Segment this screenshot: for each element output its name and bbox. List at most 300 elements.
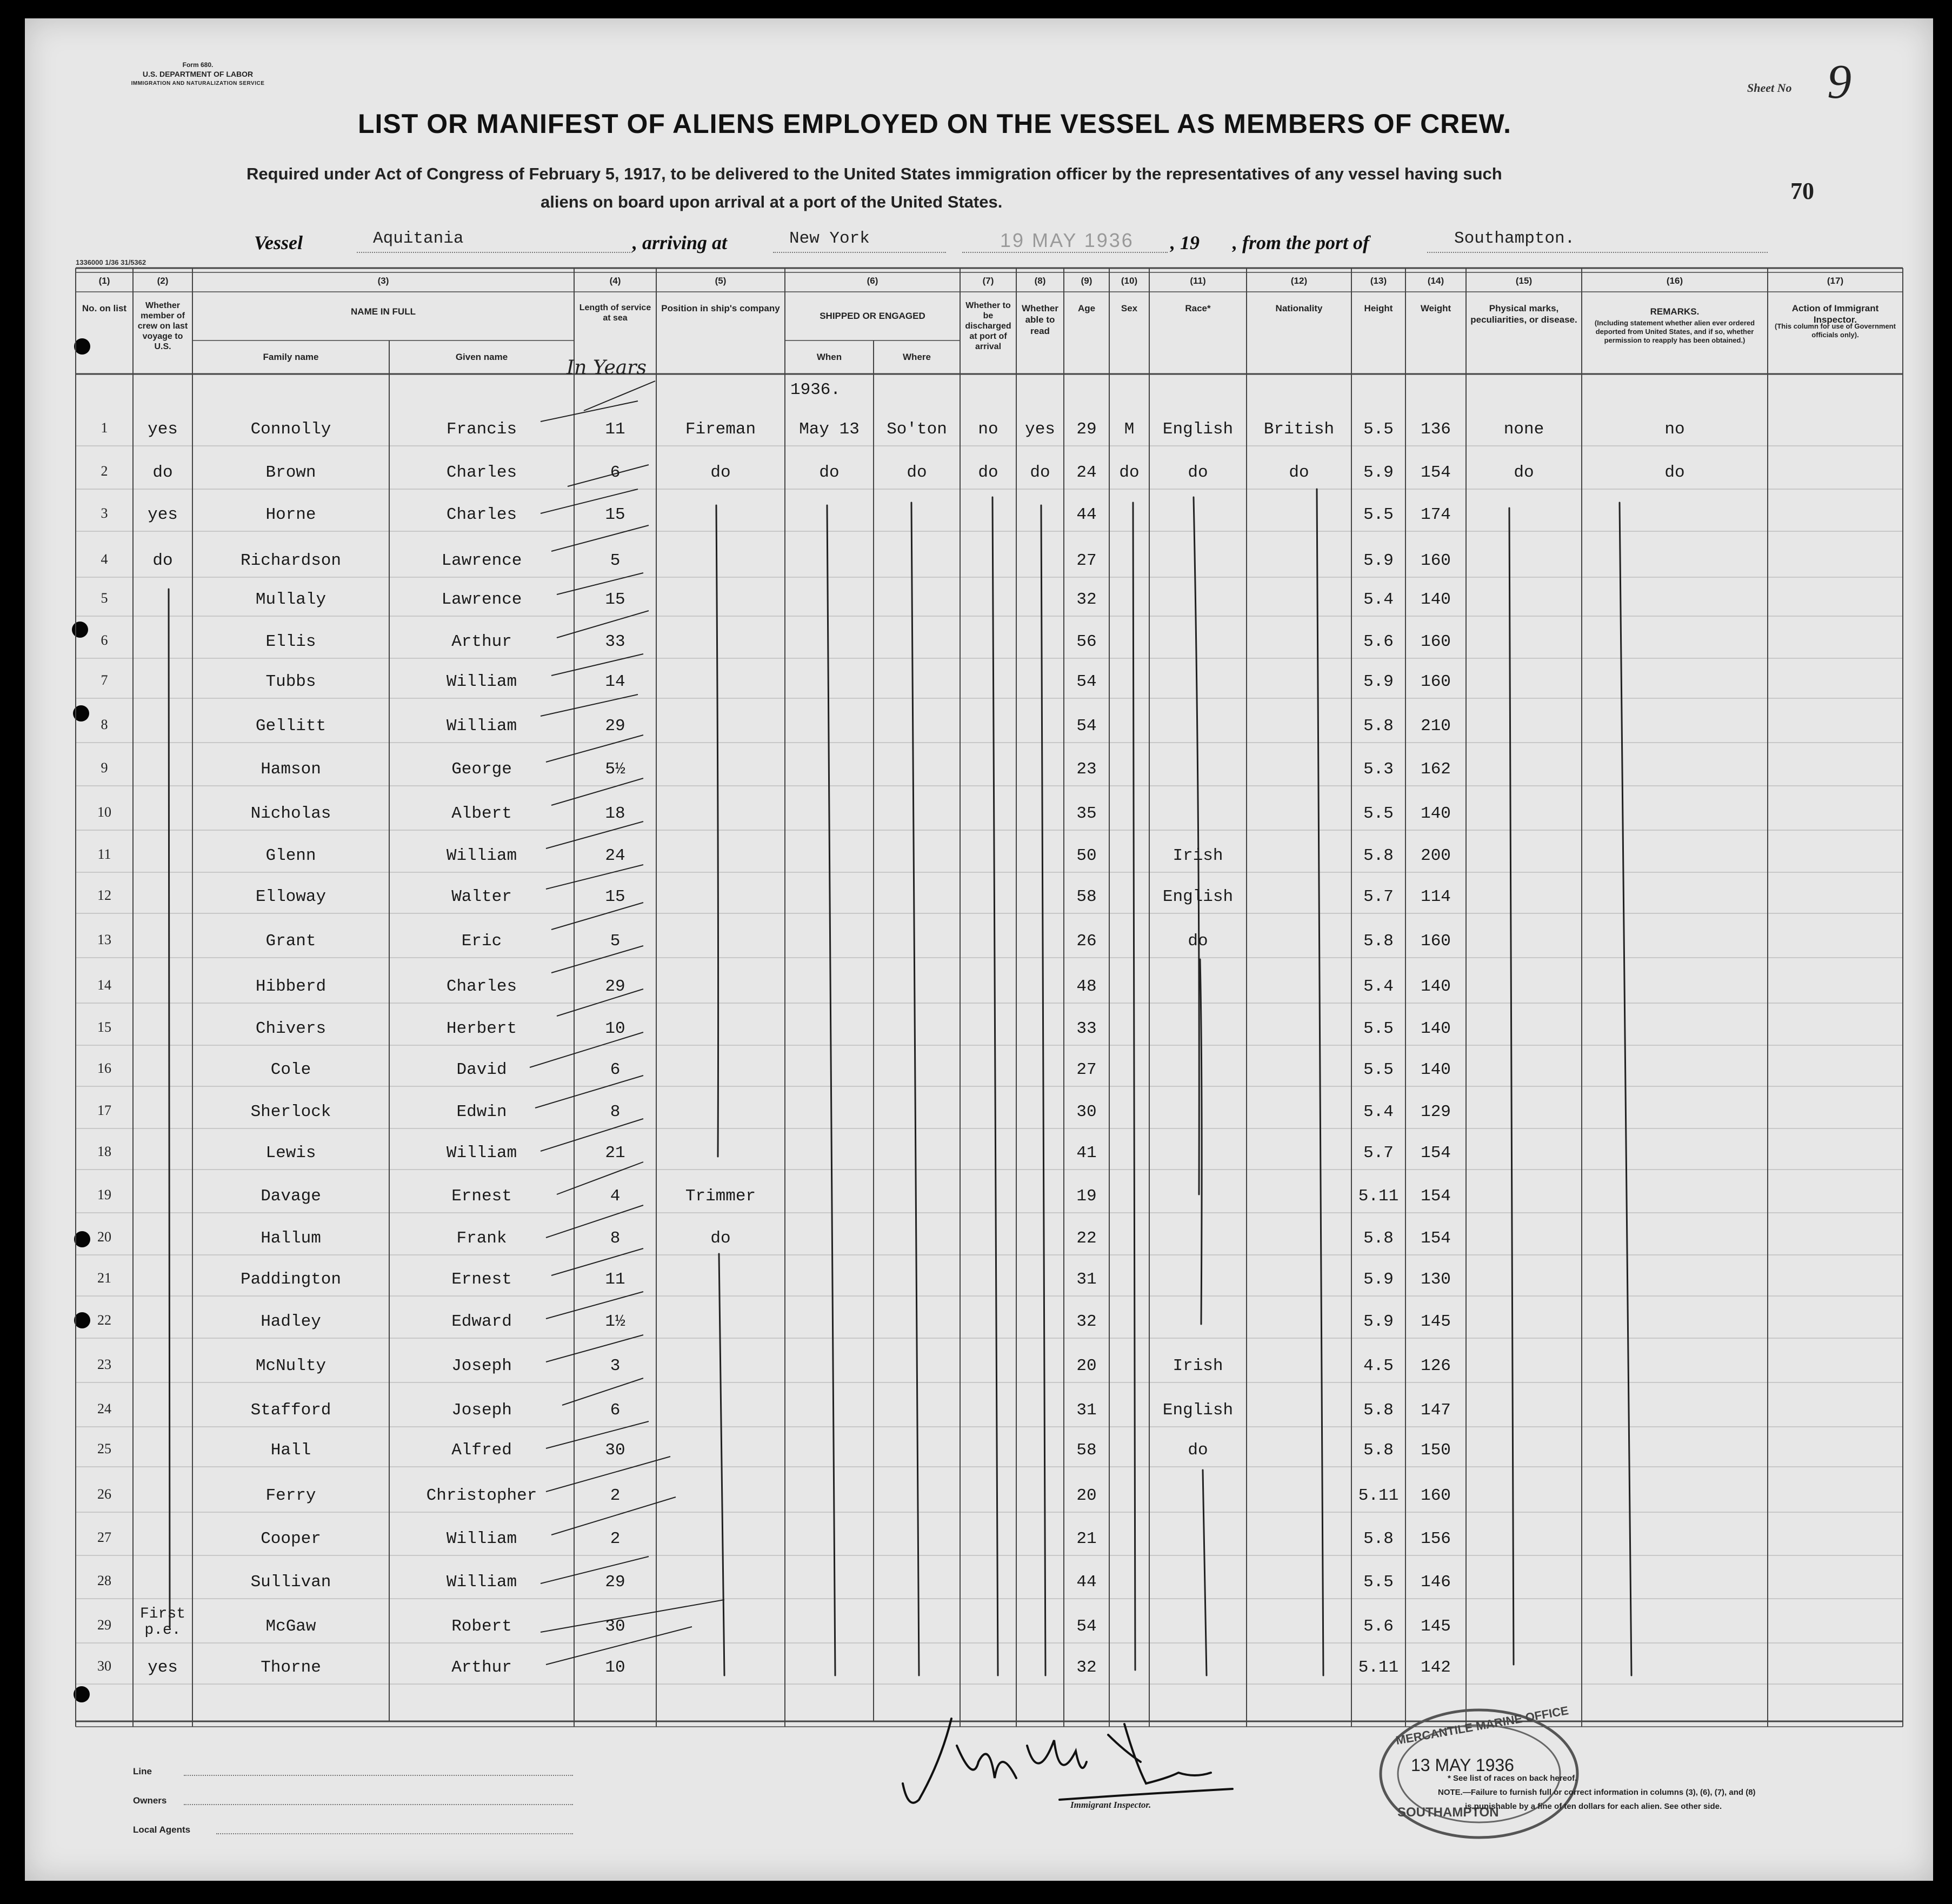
cell-no: 29: [97, 1617, 111, 1633]
cell-family: Hibberd: [255, 977, 327, 996]
cell-service: 11: [605, 420, 625, 439]
cell-race: English: [1162, 887, 1234, 906]
cell-no: 10: [97, 804, 111, 820]
column-header: Whether able to read: [1022, 303, 1058, 336]
cell-service: 30: [605, 1617, 625, 1636]
cell-age: 50: [1076, 846, 1097, 865]
cell-when: do: [819, 463, 840, 482]
cell-given: Lawrence: [441, 551, 522, 570]
cell-no: 2: [101, 463, 108, 479]
cell-weight: 210: [1421, 717, 1451, 736]
cell-given: Alfred: [451, 1441, 512, 1460]
sheet-no-value: 9: [1827, 55, 1851, 109]
cell-family: Cole: [270, 1060, 311, 1079]
cell-weight: 130: [1421, 1270, 1451, 1289]
cell-prev: do: [152, 463, 173, 482]
column-header: Whether to be discharged at port of arrival: [965, 301, 1011, 351]
cell-service: 11: [605, 1270, 625, 1289]
cell-age: 54: [1076, 1617, 1097, 1636]
cell-family: Grant: [265, 932, 316, 951]
cell-service: 33: [605, 632, 625, 651]
cell-weight: 140: [1421, 977, 1451, 996]
cell-family: Mullaly: [255, 590, 327, 609]
column-header: No. on list: [82, 303, 127, 313]
column-header: Race*: [1185, 303, 1211, 313]
cell-weight: 154: [1421, 1229, 1451, 1248]
column-subheader: Where: [903, 352, 931, 362]
cell-no: 21: [97, 1270, 111, 1286]
stamp-top-text: MERCANTILE MARINE OFFICE: [1395, 1703, 1570, 1747]
cell-given: Charles: [446, 505, 517, 524]
cell-service: 8: [610, 1103, 621, 1121]
cell-weight: 154: [1421, 1144, 1451, 1163]
cell-given: Edwin: [456, 1103, 507, 1121]
cell-height: 5.7: [1363, 887, 1394, 906]
form-number: Form 680.: [182, 61, 214, 69]
cell-remarks: no: [1664, 420, 1685, 439]
cell-age: 20: [1076, 1357, 1097, 1375]
cell-no: 7: [101, 672, 108, 688]
cell-where: do: [907, 463, 927, 482]
cell-height: 5.4: [1363, 1103, 1394, 1121]
cell-prev: First p.e.: [139, 1606, 185, 1639]
cell-family: Sullivan: [250, 1573, 331, 1592]
margin-number: 70: [1790, 178, 1814, 204]
cell-sex: M: [1124, 420, 1135, 439]
failure-note: NOTE.—Failure to furnish full or correct information in columns (3), (6), (7), and (8): [1438, 1788, 1756, 1797]
cell-age: 23: [1076, 760, 1097, 779]
races-note: * See list of races on back hereof.: [1448, 1774, 1577, 1783]
cell-service: 8: [610, 1229, 621, 1248]
cell-service: 10: [605, 1019, 625, 1038]
cell-service: 30: [605, 1441, 625, 1460]
cell-remarks: do: [1664, 463, 1685, 482]
cell-marks: do: [1514, 463, 1534, 482]
cell-no: 16: [97, 1060, 111, 1076]
cell-family: Lewis: [265, 1144, 316, 1163]
cell-family: McNulty: [255, 1357, 327, 1375]
cell-no: 30: [97, 1658, 111, 1674]
cell-service: 4: [610, 1187, 621, 1206]
column-subheader: Family name: [263, 352, 319, 362]
cell-given: Robert: [451, 1617, 512, 1636]
cell-given: George: [451, 760, 512, 779]
column-subheader: (Including statement whether alien ever ordered deported from United States, and if so, whether permission to reapply has been obtained.): [1594, 319, 1755, 344]
column-subheader: (This column for use of Government officials only).: [1775, 322, 1896, 339]
sheet-no-label: Sheet No: [1747, 81, 1792, 95]
cell-prev: yes: [148, 1658, 178, 1677]
vessel-value: Aquitania: [373, 229, 464, 248]
cell-given: Ernest: [451, 1270, 512, 1289]
column-header: Sex: [1121, 303, 1138, 313]
cell-age: 54: [1076, 672, 1097, 691]
cell-family: Nicholas: [250, 804, 331, 823]
cell-service: 15: [605, 505, 625, 524]
cell-weight: 160: [1421, 672, 1451, 691]
cell-service: 2: [610, 1529, 621, 1548]
cell-family: Brown: [265, 463, 316, 482]
cell-weight: 160: [1421, 932, 1451, 951]
cell-weight: 174: [1421, 505, 1451, 524]
cell-read: do: [1030, 463, 1050, 482]
cell-nat: do: [1289, 463, 1309, 482]
cell-age: 31: [1076, 1401, 1097, 1420]
cell-weight: 156: [1421, 1529, 1451, 1548]
cell-no: 14: [97, 977, 111, 993]
cell-weight: 162: [1421, 760, 1451, 779]
cell-no: 20: [97, 1229, 111, 1245]
cell-service: 3: [610, 1357, 621, 1375]
cell-weight: 129: [1421, 1103, 1451, 1121]
page-title: LIST OR MANIFEST OF ALIENS EMPLOYED ON THE VESSEL AS MEMBERS OF CREW.: [358, 109, 1511, 139]
cell-age: 31: [1076, 1270, 1097, 1289]
cell-height: 5.3: [1363, 760, 1394, 779]
column-number: (6): [867, 276, 878, 286]
cell-height: 5.5: [1363, 1573, 1394, 1592]
cell-height: 5.5: [1363, 804, 1394, 823]
cell-race: Irish: [1172, 1357, 1223, 1375]
cell-race: do: [1188, 1441, 1208, 1460]
cell-height: 5.8: [1363, 717, 1394, 736]
cell-position: do: [710, 463, 731, 482]
cell-age: 30: [1076, 1103, 1097, 1121]
cell-age: 48: [1076, 977, 1097, 996]
column-number: (4): [609, 276, 621, 286]
cell-given: William: [446, 717, 517, 736]
column-number: (14): [1427, 276, 1444, 286]
cell-family: Horne: [265, 505, 316, 524]
department: U.S. DEPARTMENT OF LABOR: [142, 70, 254, 78]
column-header: Age: [1077, 303, 1096, 313]
cell-no: 6: [101, 632, 108, 648]
cell-race: Irish: [1172, 846, 1223, 865]
cell-age: 26: [1076, 932, 1097, 951]
cell-no: 18: [97, 1144, 111, 1159]
cell-weight: 147: [1421, 1401, 1451, 1420]
cell-age: 27: [1076, 551, 1097, 570]
cell-service: 5½: [605, 760, 625, 779]
cell-no: 4: [101, 551, 108, 567]
arrival-date-stamp: 19 MAY 1936: [1000, 229, 1134, 251]
column-number: (15): [1515, 276, 1533, 286]
vessel-label: Vessel: [254, 232, 303, 253]
cell-no: 17: [97, 1103, 111, 1118]
cell-given: Francis: [446, 420, 517, 439]
cell-weight: 142: [1421, 1658, 1451, 1677]
cell-given: Arthur: [451, 632, 512, 651]
cell-height: 5.9: [1363, 1270, 1394, 1289]
cell-weight: 140: [1421, 1019, 1451, 1038]
cell-age: 32: [1076, 1658, 1097, 1677]
cell-family: Connolly: [250, 420, 331, 439]
cell-given: Frank: [456, 1229, 507, 1248]
cell-no: 5: [101, 590, 108, 606]
column-subheader: Given name: [455, 352, 508, 362]
cell-no: 3: [101, 505, 108, 521]
cell-service: 6: [610, 1401, 621, 1420]
cell-height: 5.5: [1363, 420, 1394, 439]
cell-given: Eric: [461, 932, 502, 951]
cell-race: English: [1162, 420, 1234, 439]
cell-given: William: [446, 672, 517, 691]
footer-line-label: Line: [133, 1766, 152, 1776]
cell-weight: 154: [1421, 463, 1451, 482]
cell-nat: British: [1263, 420, 1335, 439]
footer-owners-label: Owners: [133, 1795, 167, 1806]
column-number: (13): [1370, 276, 1387, 286]
cell-no: 11: [97, 846, 111, 862]
cell-marks: none: [1503, 420, 1544, 439]
cell-no: 19: [97, 1187, 111, 1202]
stamp-date: 13 MAY 1936: [1411, 1755, 1514, 1775]
cell-height: 5.8: [1363, 932, 1394, 951]
cell-age: 21: [1076, 1529, 1097, 1548]
cell-given: William: [446, 846, 517, 865]
cell-age: 33: [1076, 1019, 1097, 1038]
cell-age: 35: [1076, 804, 1097, 823]
cell-prev: yes: [148, 420, 178, 439]
stamp-bottom-text: SOUTHAMPTON: [1397, 1805, 1499, 1820]
print-code: 1336000 1/36 31/5362: [76, 258, 146, 266]
cell-position: Fireman: [685, 420, 756, 439]
cell-weight: 140: [1421, 804, 1451, 823]
cell-weight: 145: [1421, 1312, 1451, 1331]
cell-age: 32: [1076, 590, 1097, 609]
cell-no: 12: [97, 887, 111, 903]
column-number: (17): [1827, 276, 1844, 286]
cell-given: William: [446, 1529, 517, 1548]
column-header: Action of Immigrant Inspector.: [1791, 303, 1879, 325]
cell-age: 58: [1076, 1441, 1097, 1460]
cell-height: 5.8: [1363, 1441, 1394, 1460]
column-header: Position in ship's company: [661, 303, 780, 313]
cell-given: Christopher: [426, 1486, 537, 1505]
cell-height: 5.7: [1363, 1144, 1394, 1163]
cell-height: 5.5: [1363, 505, 1394, 524]
cell-weight: 150: [1421, 1441, 1451, 1460]
cell-weight: 145: [1421, 1617, 1451, 1636]
column-header: NAME IN FULL: [351, 306, 416, 317]
column-number: (16): [1666, 276, 1683, 286]
cell-family: Stafford: [250, 1401, 331, 1420]
service-name: IMMIGRATION AND NATURALIZATION SERVICE: [131, 81, 265, 86]
cell-no: 28: [97, 1573, 111, 1588]
cell-age: 54: [1076, 717, 1097, 736]
cell-race: English: [1162, 1401, 1234, 1420]
cell-disch: no: [978, 420, 998, 439]
cell-height: 5.9: [1363, 463, 1394, 482]
cell-given: Albert: [451, 804, 512, 823]
cell-given: David: [456, 1060, 507, 1079]
cell-no: 27: [97, 1529, 111, 1545]
cell-family: Thorne: [261, 1658, 321, 1677]
column-header: Length of service at sea: [579, 303, 651, 323]
cell-height: 5.4: [1363, 977, 1394, 996]
cell-service: 21: [605, 1144, 625, 1163]
cell-height: 5.9: [1363, 551, 1394, 570]
cell-read: yes: [1025, 420, 1055, 439]
column-number: (1): [98, 276, 110, 286]
cell-height: 5.8: [1363, 1229, 1394, 1248]
cell-service: 18: [605, 804, 625, 823]
cell-height: 5.5: [1363, 1019, 1394, 1038]
column-header: Physical marks, peculiarities, or disease.: [1470, 303, 1577, 325]
cell-service: 29: [605, 977, 625, 996]
cell-weight: 140: [1421, 1060, 1451, 1079]
cell-height: 5.8: [1363, 846, 1394, 865]
column-number: (9): [1081, 276, 1092, 286]
cell-no: 23: [97, 1357, 111, 1372]
cell-service: 5: [610, 551, 621, 570]
cell-age: 22: [1076, 1229, 1097, 1248]
cell-service: 15: [605, 887, 625, 906]
cell-height: 5.5: [1363, 1060, 1394, 1079]
column-number: (12): [1290, 276, 1308, 286]
cell-age: 44: [1076, 1573, 1097, 1592]
cell-given: Joseph: [451, 1401, 512, 1420]
cell-given: Arthur: [451, 1658, 512, 1677]
cell-weight: 140: [1421, 590, 1451, 609]
cell-no: 8: [101, 717, 108, 732]
cell-height: 5.8: [1363, 1401, 1394, 1420]
cell-no: 25: [97, 1441, 111, 1457]
cell-given: William: [446, 1573, 517, 1592]
cell-service: 6: [610, 463, 621, 482]
subtitle-line-2: aliens on board upon arrival at a port of the United States.: [541, 192, 1003, 211]
column-header: Weight: [1420, 303, 1451, 313]
cell-height: 5.6: [1363, 1617, 1394, 1636]
cell-given: William: [446, 1144, 517, 1163]
cell-position: Trimmer: [685, 1187, 756, 1206]
cell-family: Elloway: [255, 887, 327, 906]
cell-where: So'ton: [887, 420, 947, 439]
cell-age: 41: [1076, 1144, 1097, 1163]
cell-family: Cooper: [261, 1529, 321, 1548]
cell-no: 22: [97, 1312, 111, 1328]
cell-height: 5.9: [1363, 1312, 1394, 1331]
fine-note: is punishable by a fine of ten dollars for each alien. See other side.: [1465, 1802, 1722, 1811]
in-years-note: In Years: [567, 357, 647, 379]
column-number: (7): [982, 276, 994, 286]
cell-family: Hallum: [261, 1229, 321, 1248]
cell-age: 27: [1076, 1060, 1097, 1079]
cell-age: 24: [1076, 463, 1097, 482]
year-label: , 19: [1170, 232, 1200, 253]
cell-height: 4.5: [1363, 1357, 1394, 1375]
cell-no: 24: [97, 1401, 111, 1417]
cell-family: Davage: [261, 1187, 321, 1206]
cell-when: May 13: [799, 420, 860, 439]
cell-race: do: [1188, 463, 1208, 482]
cell-weight: 114: [1421, 887, 1451, 906]
column-number: (3): [377, 276, 389, 286]
cell-age: 19: [1076, 1187, 1097, 1206]
cell-weight: 160: [1421, 1486, 1451, 1505]
column-header: Height: [1364, 303, 1393, 313]
cell-no: 26: [97, 1486, 111, 1502]
cell-weight: 200: [1421, 846, 1451, 865]
cell-weight: 154: [1421, 1187, 1451, 1206]
cell-weight: 126: [1421, 1357, 1451, 1375]
cell-family: Chivers: [255, 1019, 327, 1038]
cell-family: Glenn: [265, 846, 316, 865]
cell-family: Richardson: [240, 551, 342, 570]
column-header: REMARKS.: [1650, 306, 1700, 317]
cell-height: 5.6: [1363, 632, 1394, 651]
cell-position: do: [710, 1229, 731, 1248]
cell-age: 56: [1076, 632, 1097, 651]
cell-no: 1: [101, 420, 108, 436]
cell-family: Tubbs: [265, 672, 316, 691]
cell-service: 15: [605, 590, 625, 609]
cell-age: 44: [1076, 505, 1097, 524]
cell-service: 1½: [605, 1312, 625, 1331]
column-header: Nationality: [1275, 303, 1323, 313]
cell-family: Hamson: [261, 760, 321, 779]
cell-given: Lawrence: [441, 590, 522, 609]
cell-service: 5: [610, 932, 621, 951]
cell-family: Hadley: [261, 1312, 321, 1331]
cell-prev: do: [152, 551, 173, 570]
cell-service: 29: [605, 717, 625, 736]
cell-given: Walter: [451, 887, 512, 906]
cell-height: 5.9: [1363, 672, 1394, 691]
cell-height: 5.8: [1363, 1529, 1394, 1548]
inspector-label: Immigrant Inspector.: [1070, 1800, 1151, 1810]
column-header: Whether member of crew on last voyage to U.S.: [137, 301, 188, 351]
cell-given: Joseph: [451, 1357, 512, 1375]
cell-family: McGaw: [265, 1617, 316, 1636]
cell-height: 5.11: [1358, 1486, 1399, 1505]
cell-service: 2: [610, 1486, 621, 1505]
cell-weight: 160: [1421, 632, 1451, 651]
cell-family: Hall: [270, 1441, 311, 1460]
cell-service: 10: [605, 1658, 625, 1677]
cell-race: do: [1188, 932, 1208, 951]
cell-age: 20: [1076, 1486, 1097, 1505]
cell-family: Sherlock: [250, 1103, 331, 1121]
year-1936-note: 1936.: [790, 380, 841, 399]
cell-no: 15: [97, 1019, 111, 1035]
cell-age: 32: [1076, 1312, 1097, 1331]
cell-service: 29: [605, 1573, 625, 1592]
from-port-label: , from the port of: [1233, 232, 1370, 253]
cell-given: Charles: [446, 463, 517, 482]
column-number: (2): [157, 276, 169, 286]
column-header: SHIPPED OR ENGAGED: [820, 311, 925, 321]
cell-height: 5.4: [1363, 590, 1394, 609]
cell-no: 9: [101, 760, 108, 776]
column-number: (5): [715, 276, 727, 286]
cell-prev: yes: [148, 505, 178, 524]
column-subheader: When: [816, 352, 842, 362]
cell-service: 6: [610, 1060, 621, 1079]
cell-family: Gellitt: [255, 717, 327, 736]
cell-age: 58: [1076, 887, 1097, 906]
arriving-value: New York: [789, 229, 870, 248]
cell-sex: do: [1119, 463, 1140, 482]
footer-agents-label: Local Agents: [133, 1825, 191, 1835]
column-number: (8): [1034, 276, 1046, 286]
cell-given: Charles: [446, 977, 517, 996]
cell-weight: 136: [1421, 420, 1451, 439]
cell-family: Ferry: [265, 1486, 316, 1505]
cell-service: 14: [605, 672, 625, 691]
cell-disch: do: [978, 463, 998, 482]
cell-given: Herbert: [446, 1019, 517, 1038]
from-port-value: Southampton.: [1454, 229, 1575, 248]
cell-weight: 160: [1421, 551, 1451, 570]
